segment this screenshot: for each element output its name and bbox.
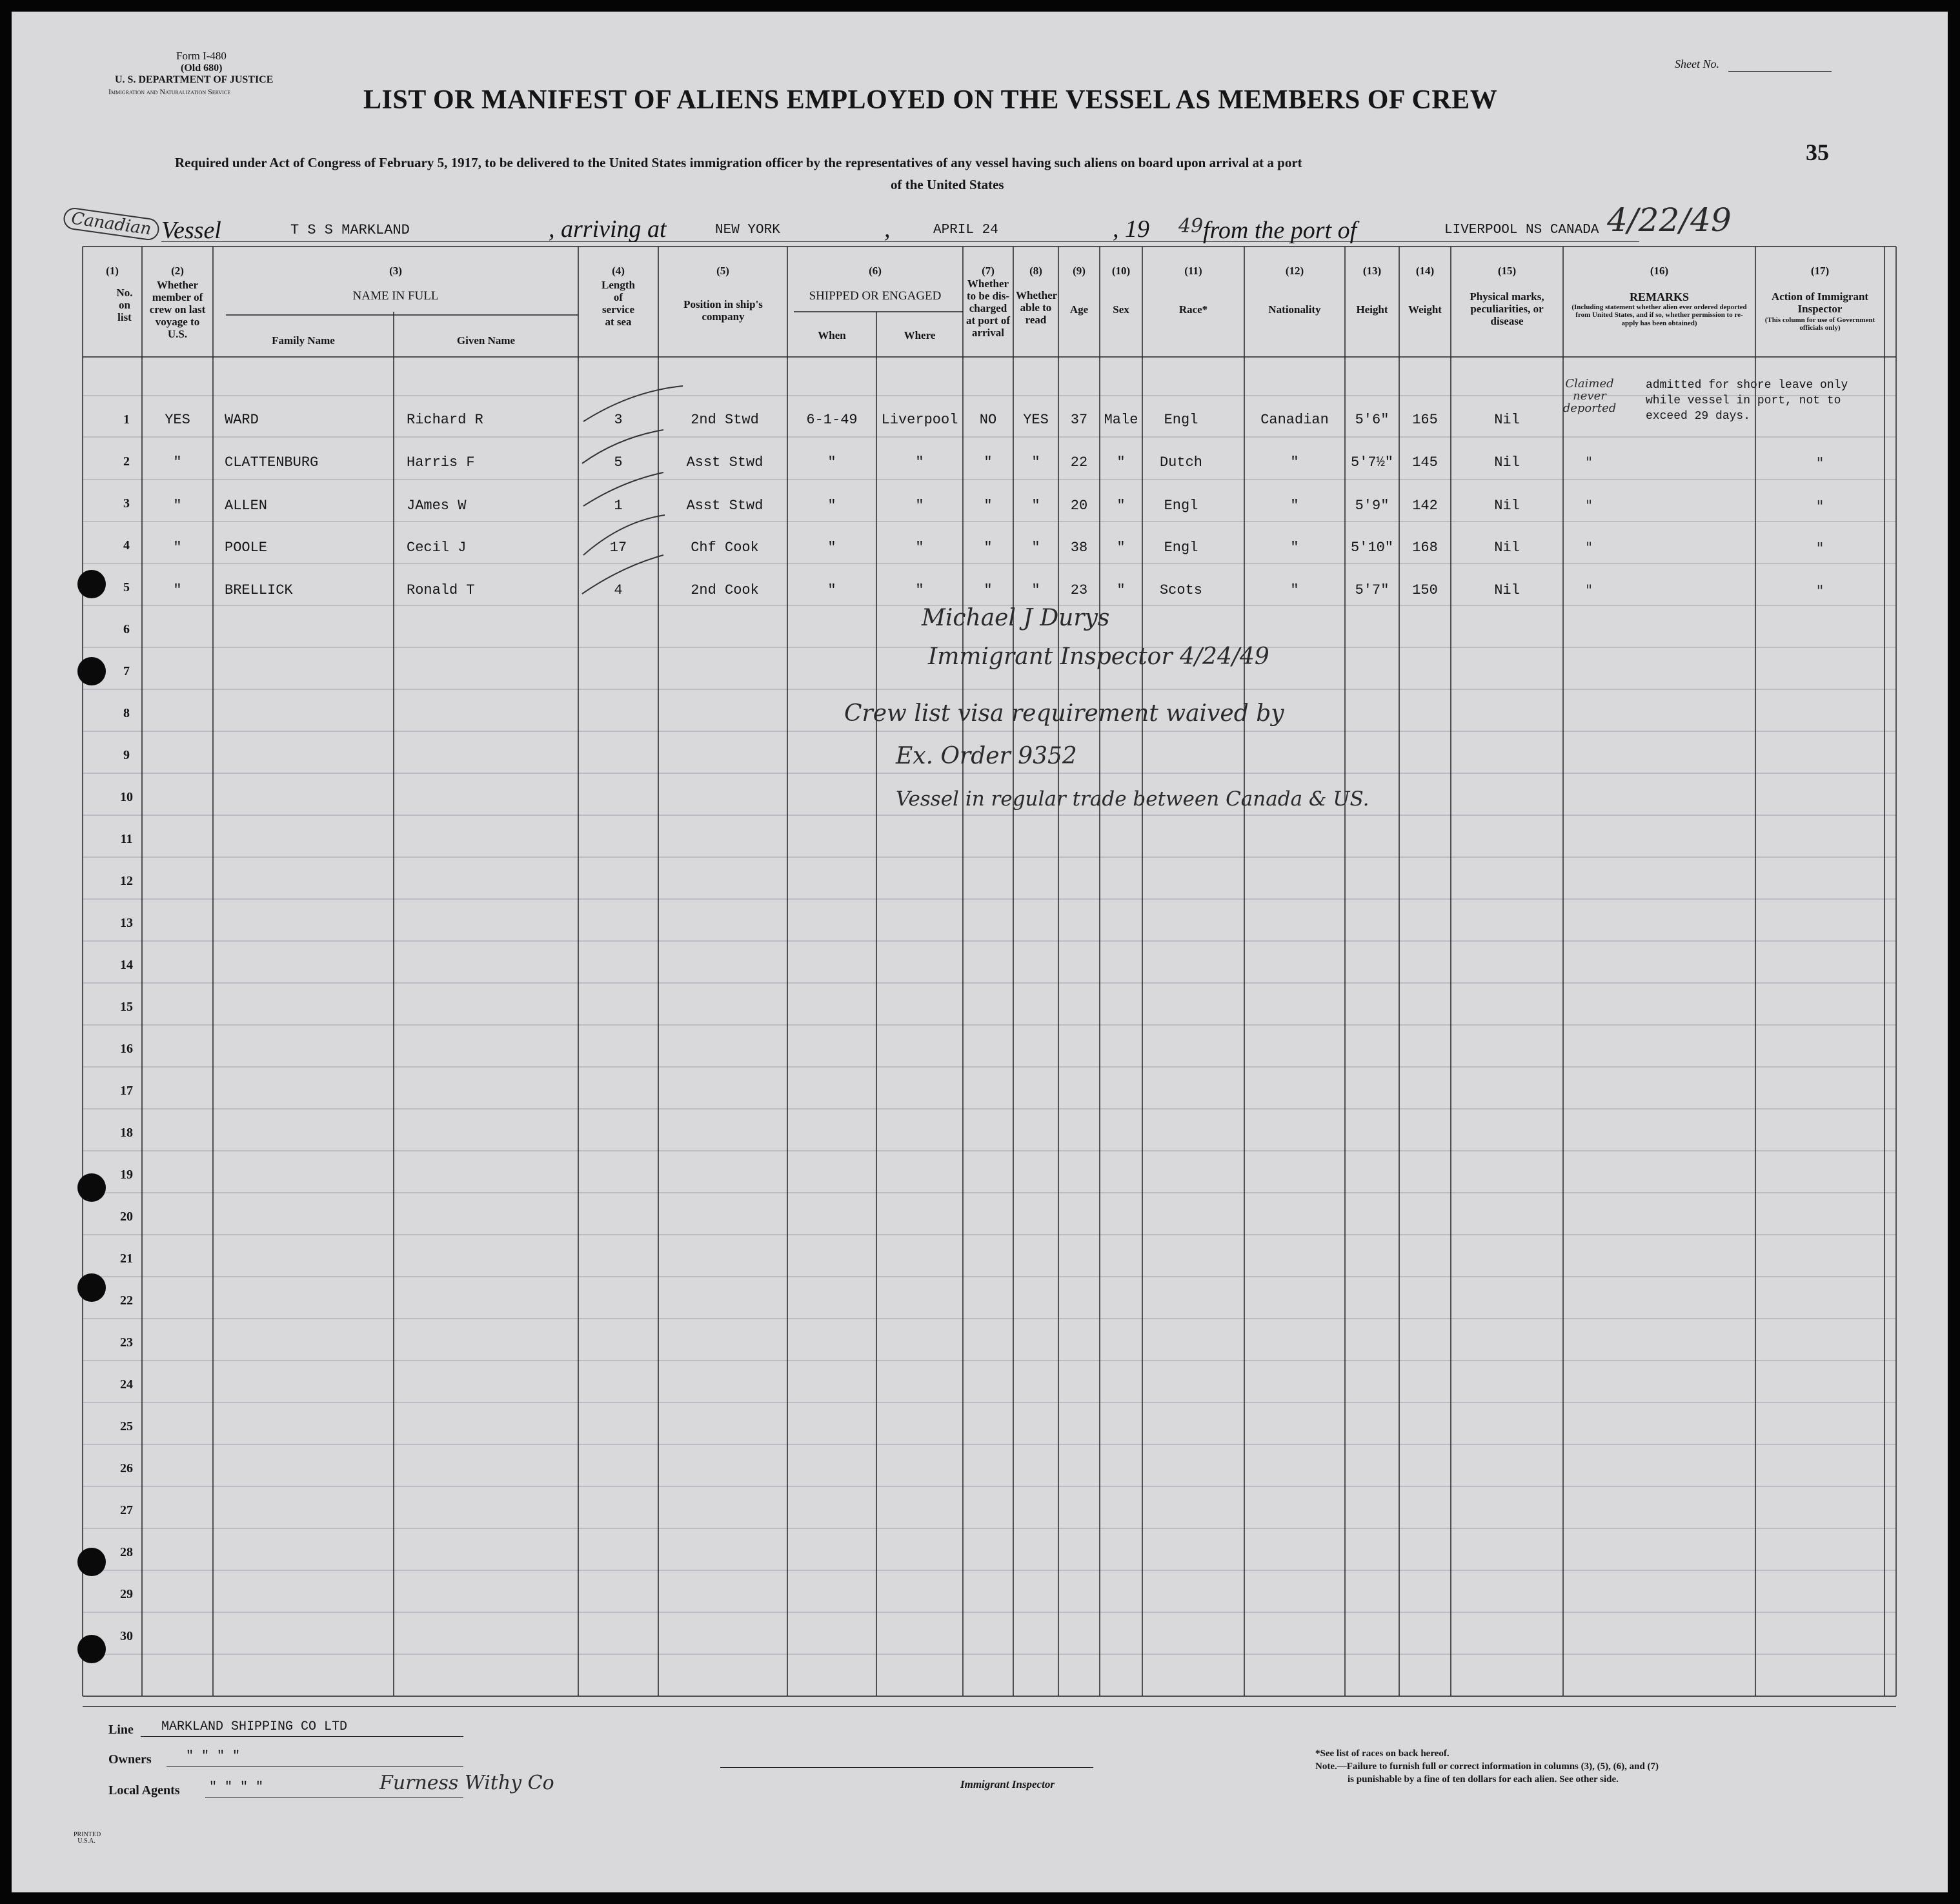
agents-value: " " " ": [209, 1780, 264, 1795]
col9-age: 20: [1070, 498, 1088, 514]
col12-label: Nationality: [1268, 303, 1321, 316]
col11-race: Scots: [1159, 582, 1202, 598]
col4-service-length: 17: [609, 540, 627, 556]
col10-sex: ": [1116, 454, 1126, 471]
owners-rule: [167, 1766, 463, 1767]
col12-nationality: ": [1290, 454, 1299, 471]
row-number: 30: [120, 1629, 133, 1643]
race-note: *See list of races on back hereof.: [1315, 1748, 1450, 1759]
printer-mark: PRINTED U.S.A.: [74, 1831, 101, 1845]
col7-discharged: ": [984, 540, 993, 556]
col15-label: Physical marks, peculiarities, or disease: [1470, 290, 1544, 328]
row-number: 7: [123, 664, 130, 678]
row-number: 26: [120, 1461, 133, 1475]
col17-inspector-action: ": [1816, 498, 1824, 516]
line-value: MARKLAND SHIPPING CO LTD: [161, 1719, 348, 1734]
agents-label: Local Agents: [108, 1783, 180, 1798]
inspector-signature-rule: [720, 1767, 1093, 1768]
col17-sublabel: (This column for use of Government officials only): [1764, 316, 1875, 332]
col14-weight: 168: [1412, 540, 1438, 556]
col7-discharged: ": [984, 498, 993, 514]
col13-height: 5'7": [1355, 582, 1389, 598]
arrival-date: APRIL 24: [933, 223, 998, 238]
col1-label: No. on list: [116, 287, 133, 324]
col16-remarks-typed: while vessel in port, not to: [1646, 394, 1841, 407]
col3-given-name: JAmes W: [407, 498, 467, 514]
col3-given-label: Given Name: [456, 334, 516, 347]
col2-previous-voyage: ": [173, 582, 182, 598]
punch-hole: [77, 657, 106, 685]
arriving-label: , arriving at: [549, 216, 667, 243]
row-number: 12: [120, 874, 133, 888]
col10-sex: Male: [1104, 412, 1138, 428]
vessel-label: Vessel: [161, 217, 221, 244]
col3-family-name: BRELLICK: [225, 582, 293, 598]
col12-nationality: ": [1290, 540, 1299, 556]
col14-num: (14): [1415, 265, 1435, 277]
col2-label: Whether member of crew on last voyage to U.S.: [149, 279, 206, 341]
col16-remarks-handwritten: ": [1585, 498, 1593, 514]
col6-when-label: When: [818, 329, 846, 341]
row-number: 11: [120, 832, 133, 846]
col17-num: (17): [1810, 265, 1830, 277]
form-number: Form I-480: [176, 50, 227, 62]
col4-num: (4): [612, 265, 625, 277]
col7-label: Whether to be dis-charged at port of arrival: [966, 278, 1010, 339]
row-number: 3: [123, 496, 130, 511]
col16-remarks-handwritten: ": [1585, 540, 1593, 556]
col6-label: SHIPPED OR ENGAGED: [809, 289, 942, 303]
row-number: 23: [120, 1335, 133, 1350]
col12-nationality: ": [1290, 498, 1299, 514]
sheet-label: Sheet No.: [1675, 57, 1719, 70]
col3-given-name: Ronald T: [407, 582, 475, 598]
year-suffix: 49: [1178, 215, 1204, 238]
col8-able-to-read: YES: [1023, 412, 1049, 428]
row-number: 25: [120, 1419, 133, 1433]
note-visa-waived: Crew list visa requirement waived by: [844, 700, 1284, 727]
col9-label: Age: [1069, 303, 1089, 316]
col16-remarks-typed: exceed 29 days.: [1646, 410, 1751, 423]
col16-remarks-handwritten: Claimed never deported: [1562, 377, 1617, 415]
col9-age: 38: [1070, 540, 1088, 556]
handwritten-date: 4/22/49: [1607, 201, 1732, 239]
col3-given-name: Richard R: [407, 412, 483, 428]
col3-family-name: ALLEN: [225, 498, 268, 514]
col15-physical-marks: Nil: [1494, 498, 1520, 514]
col3-given-name: Harris F: [407, 454, 475, 471]
col13-num: (13): [1362, 265, 1382, 277]
col13-height: 5'10": [1350, 540, 1393, 556]
year-prefix: , 19: [1113, 216, 1149, 243]
col10-sex: ": [1116, 498, 1126, 514]
line-label: Line: [108, 1723, 134, 1737]
note-regular-trade: Vessel in regular trade between Canada & US.: [896, 787, 1369, 811]
col10-sex: ": [1116, 582, 1126, 598]
col6-where: ": [915, 540, 924, 556]
from-port: LIVERPOOL NS CANADA: [1444, 223, 1599, 238]
col15-physical-marks: Nil: [1494, 582, 1520, 598]
row-number: 18: [120, 1126, 133, 1140]
subtitle-line-2: of the United States: [891, 177, 1004, 192]
row-number: 6: [123, 622, 130, 636]
col2-previous-voyage: YES: [165, 412, 190, 428]
col15-num: (15): [1497, 265, 1517, 277]
col6-when: ": [827, 540, 836, 556]
col9-num: (9): [1073, 265, 1086, 277]
col2-num: (2): [171, 265, 184, 277]
row-number: 27: [120, 1503, 133, 1517]
col13-label: Height: [1356, 303, 1388, 316]
service: Immigration and Naturalization Service: [108, 87, 231, 96]
old-form-number: (Old 680): [181, 63, 223, 74]
col9-age: 23: [1070, 582, 1088, 598]
col16-remarks-handwritten: ": [1585, 455, 1593, 471]
col2-previous-voyage: ": [173, 498, 182, 514]
col8-num: (8): [1029, 265, 1042, 277]
col8-able-to-read: ": [1031, 454, 1040, 471]
vessel-name: T S S MARKLAND: [290, 222, 410, 238]
row-number: 9: [123, 748, 130, 762]
col7-discharged: NO: [979, 412, 997, 428]
col8-label: Whether able to read: [1016, 289, 1058, 327]
note-exec-order: Ex. Order 9352: [896, 743, 1077, 769]
service-check-marks: [12, 12, 1948, 1892]
col2-previous-voyage: ": [173, 454, 182, 471]
col4-service-length: 1: [614, 498, 623, 514]
col3-family-label: Family Name: [272, 334, 335, 347]
row-number: 29: [120, 1587, 133, 1601]
punch-hole: [77, 1548, 106, 1576]
col10-label: Sex: [1113, 303, 1129, 316]
col7-discharged: ": [984, 582, 993, 598]
col11-race: Engl: [1164, 498, 1198, 514]
row-number: 20: [120, 1210, 133, 1224]
col16-num: (16): [1650, 265, 1669, 277]
col4-label: Length of service at sea: [601, 279, 635, 329]
col5-position: Chf Cook: [691, 540, 759, 556]
row-number: 2: [123, 454, 130, 469]
row-number: 5: [123, 580, 130, 594]
col8-able-to-read: ": [1031, 582, 1040, 598]
col11-race: Engl: [1164, 412, 1198, 428]
col6-when: ": [827, 454, 836, 471]
col3-given-name: Cecil J: [407, 540, 467, 556]
row-number: 15: [120, 1000, 133, 1014]
handwritten-nationality: Canadian: [62, 207, 160, 241]
inspector-caption: Immigrant Inspector: [960, 1778, 1055, 1790]
page-number: 35: [1806, 139, 1829, 165]
owners-value: " " " ": [186, 1749, 241, 1764]
comma: ,: [884, 216, 891, 243]
row-number: 14: [120, 958, 133, 972]
department: U. S. DEPARTMENT OF JUSTICE: [115, 74, 274, 85]
col12-nationality: Canadian: [1260, 412, 1329, 428]
col5-position: 2nd Cook: [691, 582, 759, 598]
col6-where: ": [915, 454, 924, 471]
col5-position: 2nd Stwd: [691, 412, 759, 428]
col14-weight: 150: [1412, 582, 1438, 598]
col11-race: Engl: [1164, 540, 1198, 556]
col17-inspector-action: ": [1816, 454, 1824, 472]
col4-service-length: 5: [614, 454, 623, 471]
col4-service-length: 4: [614, 582, 623, 598]
col13-height: 5'9": [1355, 498, 1389, 514]
row-number: 21: [120, 1251, 133, 1266]
col14-label: Weight: [1408, 303, 1442, 316]
col1-num: (1): [106, 265, 119, 277]
col6-where-label: Where: [904, 329, 936, 341]
col6-when: ": [827, 582, 836, 598]
col16-label: REMARKS: [1629, 290, 1689, 303]
col2-previous-voyage: ": [173, 540, 182, 556]
col7-discharged: ": [984, 454, 993, 471]
col10-num: (10): [1111, 265, 1131, 277]
col10-sex: ": [1116, 540, 1126, 556]
col3-family-name: CLATTENBURG: [225, 454, 319, 471]
col11-num: (11): [1184, 265, 1202, 277]
line-rule: [141, 1736, 463, 1737]
col9-age: 37: [1070, 412, 1088, 428]
col15-physical-marks: Nil: [1494, 454, 1520, 471]
col16-sublabel: (Including statement whether alien ever ordered deported from United States, and if so, whether permission to re-apply has been obtained): [1571, 303, 1747, 327]
col6-when: 6-1-49: [806, 412, 858, 428]
col12-num: (12): [1285, 265, 1304, 277]
col11-label: Race*: [1178, 303, 1208, 316]
punch-hole: [77, 1635, 106, 1663]
col6-where: Liverpool: [881, 412, 958, 428]
col14-weight: 145: [1412, 454, 1438, 471]
owners-label: Owners: [108, 1752, 152, 1767]
col6-where: ": [915, 498, 924, 514]
arrival-port: NEW YORK: [715, 223, 780, 238]
col15-physical-marks: Nil: [1494, 412, 1520, 428]
col16-remarks-typed: admitted for shore leave only: [1646, 379, 1848, 392]
row-number: 4: [123, 538, 130, 552]
punch-hole: [77, 1273, 106, 1302]
penalty-note-2: is punishable by a fine of ten dollars for each alien. See other side.: [1348, 1774, 1619, 1785]
col6-when: ": [827, 498, 836, 514]
col3-family-name: WARD: [225, 412, 259, 428]
col5-position: Asst Stwd: [686, 498, 763, 514]
col3-num: (3): [389, 265, 402, 277]
row-number: 28: [120, 1545, 133, 1559]
row-number: 19: [120, 1168, 133, 1182]
from-port-label: from the port of: [1203, 217, 1357, 244]
col17-label: Action of Immigrant Inspector: [1771, 290, 1869, 316]
col13-height: 5'7½": [1350, 454, 1393, 471]
col15-physical-marks: Nil: [1494, 540, 1520, 556]
col9-age: 22: [1070, 454, 1088, 471]
punch-hole: [77, 570, 106, 598]
manifest-page: [12, 12, 1948, 1892]
row-number: 22: [120, 1293, 133, 1308]
col5-label: Position in ship's company: [683, 298, 763, 323]
row-number: 24: [120, 1377, 133, 1392]
row-number: 16: [120, 1042, 133, 1056]
col5-num: (5): [716, 265, 729, 277]
col14-weight: 142: [1412, 498, 1438, 514]
col8-able-to-read: ": [1031, 540, 1040, 556]
col5-position: Asst Stwd: [686, 454, 763, 471]
page-title: LIST OR MANIFEST OF ALIENS EMPLOYED ON THE VESSEL AS MEMBERS OF CREW: [363, 85, 1498, 115]
agents-rule: [205, 1797, 463, 1798]
agents-handwritten: Furness Withy Co: [379, 1772, 554, 1794]
row-number: 8: [123, 706, 130, 720]
row-number: 17: [120, 1084, 133, 1098]
row-number: 1: [123, 412, 130, 427]
col8-able-to-read: ": [1031, 498, 1040, 514]
subtitle-line-1: Required under Act of Congress of February 5, 1917, to be delivered to the United States immigration officer by the representatives of any vessel having such aliens on board upon arrival at a port: [175, 155, 1302, 170]
col3-family-name: POOLE: [225, 540, 268, 556]
col6-num: (6): [869, 265, 882, 277]
penalty-note-1: Note.—Failure to furnish full or correct information in columns (3), (5), (6), and (7): [1315, 1761, 1659, 1772]
col17-inspector-action: ": [1816, 582, 1824, 600]
col12-nationality: ": [1290, 582, 1299, 598]
col7-num: (7): [982, 265, 995, 277]
col13-height: 5'6": [1355, 412, 1389, 428]
punch-hole: [77, 1173, 106, 1202]
row-number: 10: [120, 790, 133, 804]
inspector-signature: Michael J Durys: [922, 605, 1110, 631]
col3-label: NAME IN FULL: [352, 289, 439, 303]
row-number: 13: [120, 916, 133, 930]
inspector-line: Immigrant Inspector 4/24/49: [928, 643, 1269, 670]
col11-race: Dutch: [1159, 454, 1202, 471]
col16-remarks-handwritten: ": [1585, 583, 1593, 599]
col17-inspector-action: ": [1816, 540, 1824, 558]
col4-service-length: 3: [614, 412, 623, 428]
col6-where: ": [915, 582, 924, 598]
col14-weight: 165: [1412, 412, 1438, 428]
